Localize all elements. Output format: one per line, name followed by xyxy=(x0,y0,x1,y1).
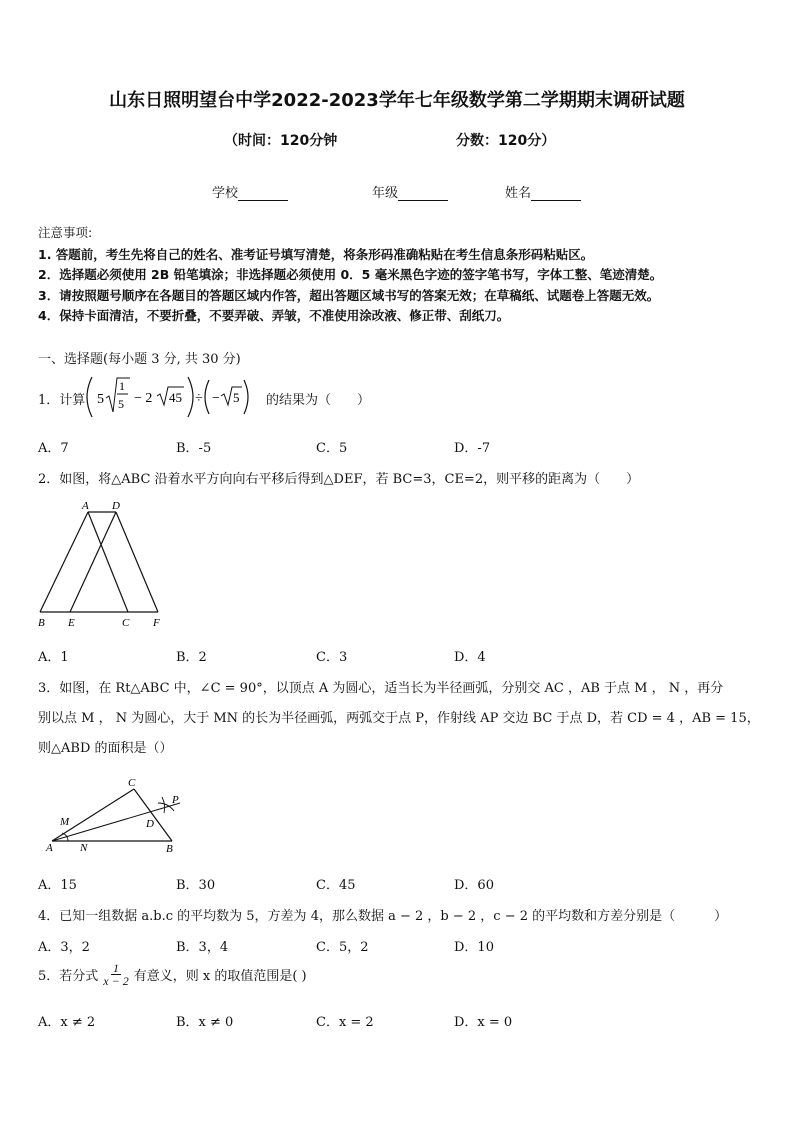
svg-text:÷: ÷ xyxy=(195,391,203,406)
label-m: M xyxy=(60,816,70,828)
svg-text:5: 5 xyxy=(97,392,104,407)
q5-option-c[interactable]: C．x = 2 xyxy=(316,1015,374,1030)
notice-item-3: 3．请按照题号顺序在各题目的答题区域内作答，超出答题区域书写的答案无效；在草稿纸、试题卷上答题无效。 xyxy=(38,288,660,303)
svg-text:5: 5 xyxy=(233,390,240,405)
question-1-suffix: 的结果为（ ） xyxy=(266,393,371,408)
question-2-figure xyxy=(36,498,166,636)
q1-option-d[interactable]: D．-7 xyxy=(454,441,491,456)
notice-item-4: 4．保持卡面清洁，不要折叠，不要弄破、弄皱，不准使用涂改液、修正带、刮纸刀。 xyxy=(38,308,510,323)
question-5-suffix: 有意义，则 x 的取值范围是( ) xyxy=(133,969,307,984)
question-3-line-2: 别以点 M ， N 为圆心，大于 MN 的长为半径画弧，两弧交于点 P，作射线 AP 交边 BC 于点 D，若 CD = 4 ，AB = 15， xyxy=(38,711,760,726)
question-3-line-3: 则△ABD 的面积是（） xyxy=(38,741,173,756)
exam-time: （时间：120分钟 xyxy=(224,133,338,149)
label-e: E xyxy=(68,617,75,629)
label-c: C xyxy=(128,777,136,789)
q3-option-a[interactable]: A．15 xyxy=(38,878,77,893)
question-3-figure xyxy=(40,773,190,861)
notice-heading: 注意事项: xyxy=(38,225,93,240)
q1-option-b[interactable]: B．-5 xyxy=(176,441,212,456)
question-5-prefix: 5．若分式 xyxy=(38,969,99,984)
svg-text:5: 5 xyxy=(118,397,124,411)
svg-text:45: 45 xyxy=(169,390,182,405)
section-heading: 一、选择题(每小题 3 分, 共 30 分) xyxy=(38,352,241,367)
label-d: D xyxy=(112,500,120,512)
question-3-line-1: 3．如图，在 Rt△ABC 中，∠C = 90°，以顶点 A 为圆心，适当长为半径画弧，分别交 AC ，AB 于点 M ， N ，再分 xyxy=(38,681,724,696)
label-c: C xyxy=(122,617,130,629)
q3-option-d[interactable]: D．60 xyxy=(454,878,494,893)
label-p: P xyxy=(172,794,179,806)
q4-option-b[interactable]: B．3，4 xyxy=(176,940,229,955)
label-a: A xyxy=(46,842,53,854)
fraction-numerator: 1 xyxy=(113,961,119,975)
q4-option-d[interactable]: D．10 xyxy=(454,940,494,955)
notice-item-1: 1. 答题前，考生先将自己的姓名、准考证号填写清楚，将条形码准确粘贴在考生信息条形码粘贴区。 xyxy=(38,247,594,262)
q2-option-b[interactable]: B．2 xyxy=(176,650,207,665)
q4-option-a[interactable]: A．3，2 xyxy=(38,940,90,955)
label-b: B xyxy=(38,617,45,629)
q2-option-a[interactable]: A．1 xyxy=(38,650,69,665)
fraction-denominator: x − 2 xyxy=(103,974,129,988)
question-1-expression xyxy=(84,374,274,420)
label-b: B xyxy=(166,843,173,855)
svg-text:1: 1 xyxy=(119,379,125,393)
page-title: 山东日照明望台中学2022-2023学年七年级数学第二学期期末调研试题 xyxy=(109,90,685,111)
q2-option-d[interactable]: D．4 xyxy=(454,650,486,665)
q1-option-a[interactable]: A．7 xyxy=(38,441,69,456)
notice-item-2: 2．选择题必须使用 2B 铅笔填涂；非选择题必须使用 0．5 毫米黑色字迹的签字笔书写，字体工整、笔迹清楚。 xyxy=(38,267,663,282)
label-a: A xyxy=(82,500,89,512)
q4-option-c[interactable]: C．5，2 xyxy=(316,940,369,955)
q3-option-c[interactable]: C．45 xyxy=(316,878,356,893)
label-n: N xyxy=(80,842,88,854)
question-1-prefix: 1．计算 xyxy=(38,393,86,408)
q5-option-b[interactable]: B．x ≠ 0 xyxy=(176,1015,234,1030)
q5-option-d[interactable]: D．x = 0 xyxy=(454,1015,513,1030)
label-f: F xyxy=(153,617,160,629)
svg-text:−: − xyxy=(212,391,220,406)
question-5 xyxy=(38,962,307,987)
q5-option-a[interactable]: A．x ≠ 2 xyxy=(38,1015,96,1030)
question-2-text: 2．如图，将△ABC 沿着水平方向向右平移后得到△DEF，若 BC=3，CE=2，则平移的距离为（ ） xyxy=(38,472,640,487)
question-5-fraction xyxy=(101,962,130,987)
exam-score: 分数：120分） xyxy=(456,133,556,149)
label-d: D xyxy=(146,818,154,830)
q2-option-c[interactable]: C．3 xyxy=(316,650,348,665)
name-field: 姓名 xyxy=(505,182,581,201)
q1-option-c[interactable]: C．5 xyxy=(316,441,348,456)
svg-text:− 2: − 2 xyxy=(134,391,153,406)
school-field: 学校 xyxy=(212,182,288,201)
q3-option-b[interactable]: B．30 xyxy=(176,878,216,893)
question-1-formula xyxy=(84,374,274,424)
grade-field: 年级 xyxy=(372,182,448,201)
question-4-text: 4．已知一组数据 a.b.c 的平均数为 5，方差为 4，那么数据 a − 2 ，b − 2 ，c − 2 的平均数和方差分别是（ ） xyxy=(38,909,728,924)
